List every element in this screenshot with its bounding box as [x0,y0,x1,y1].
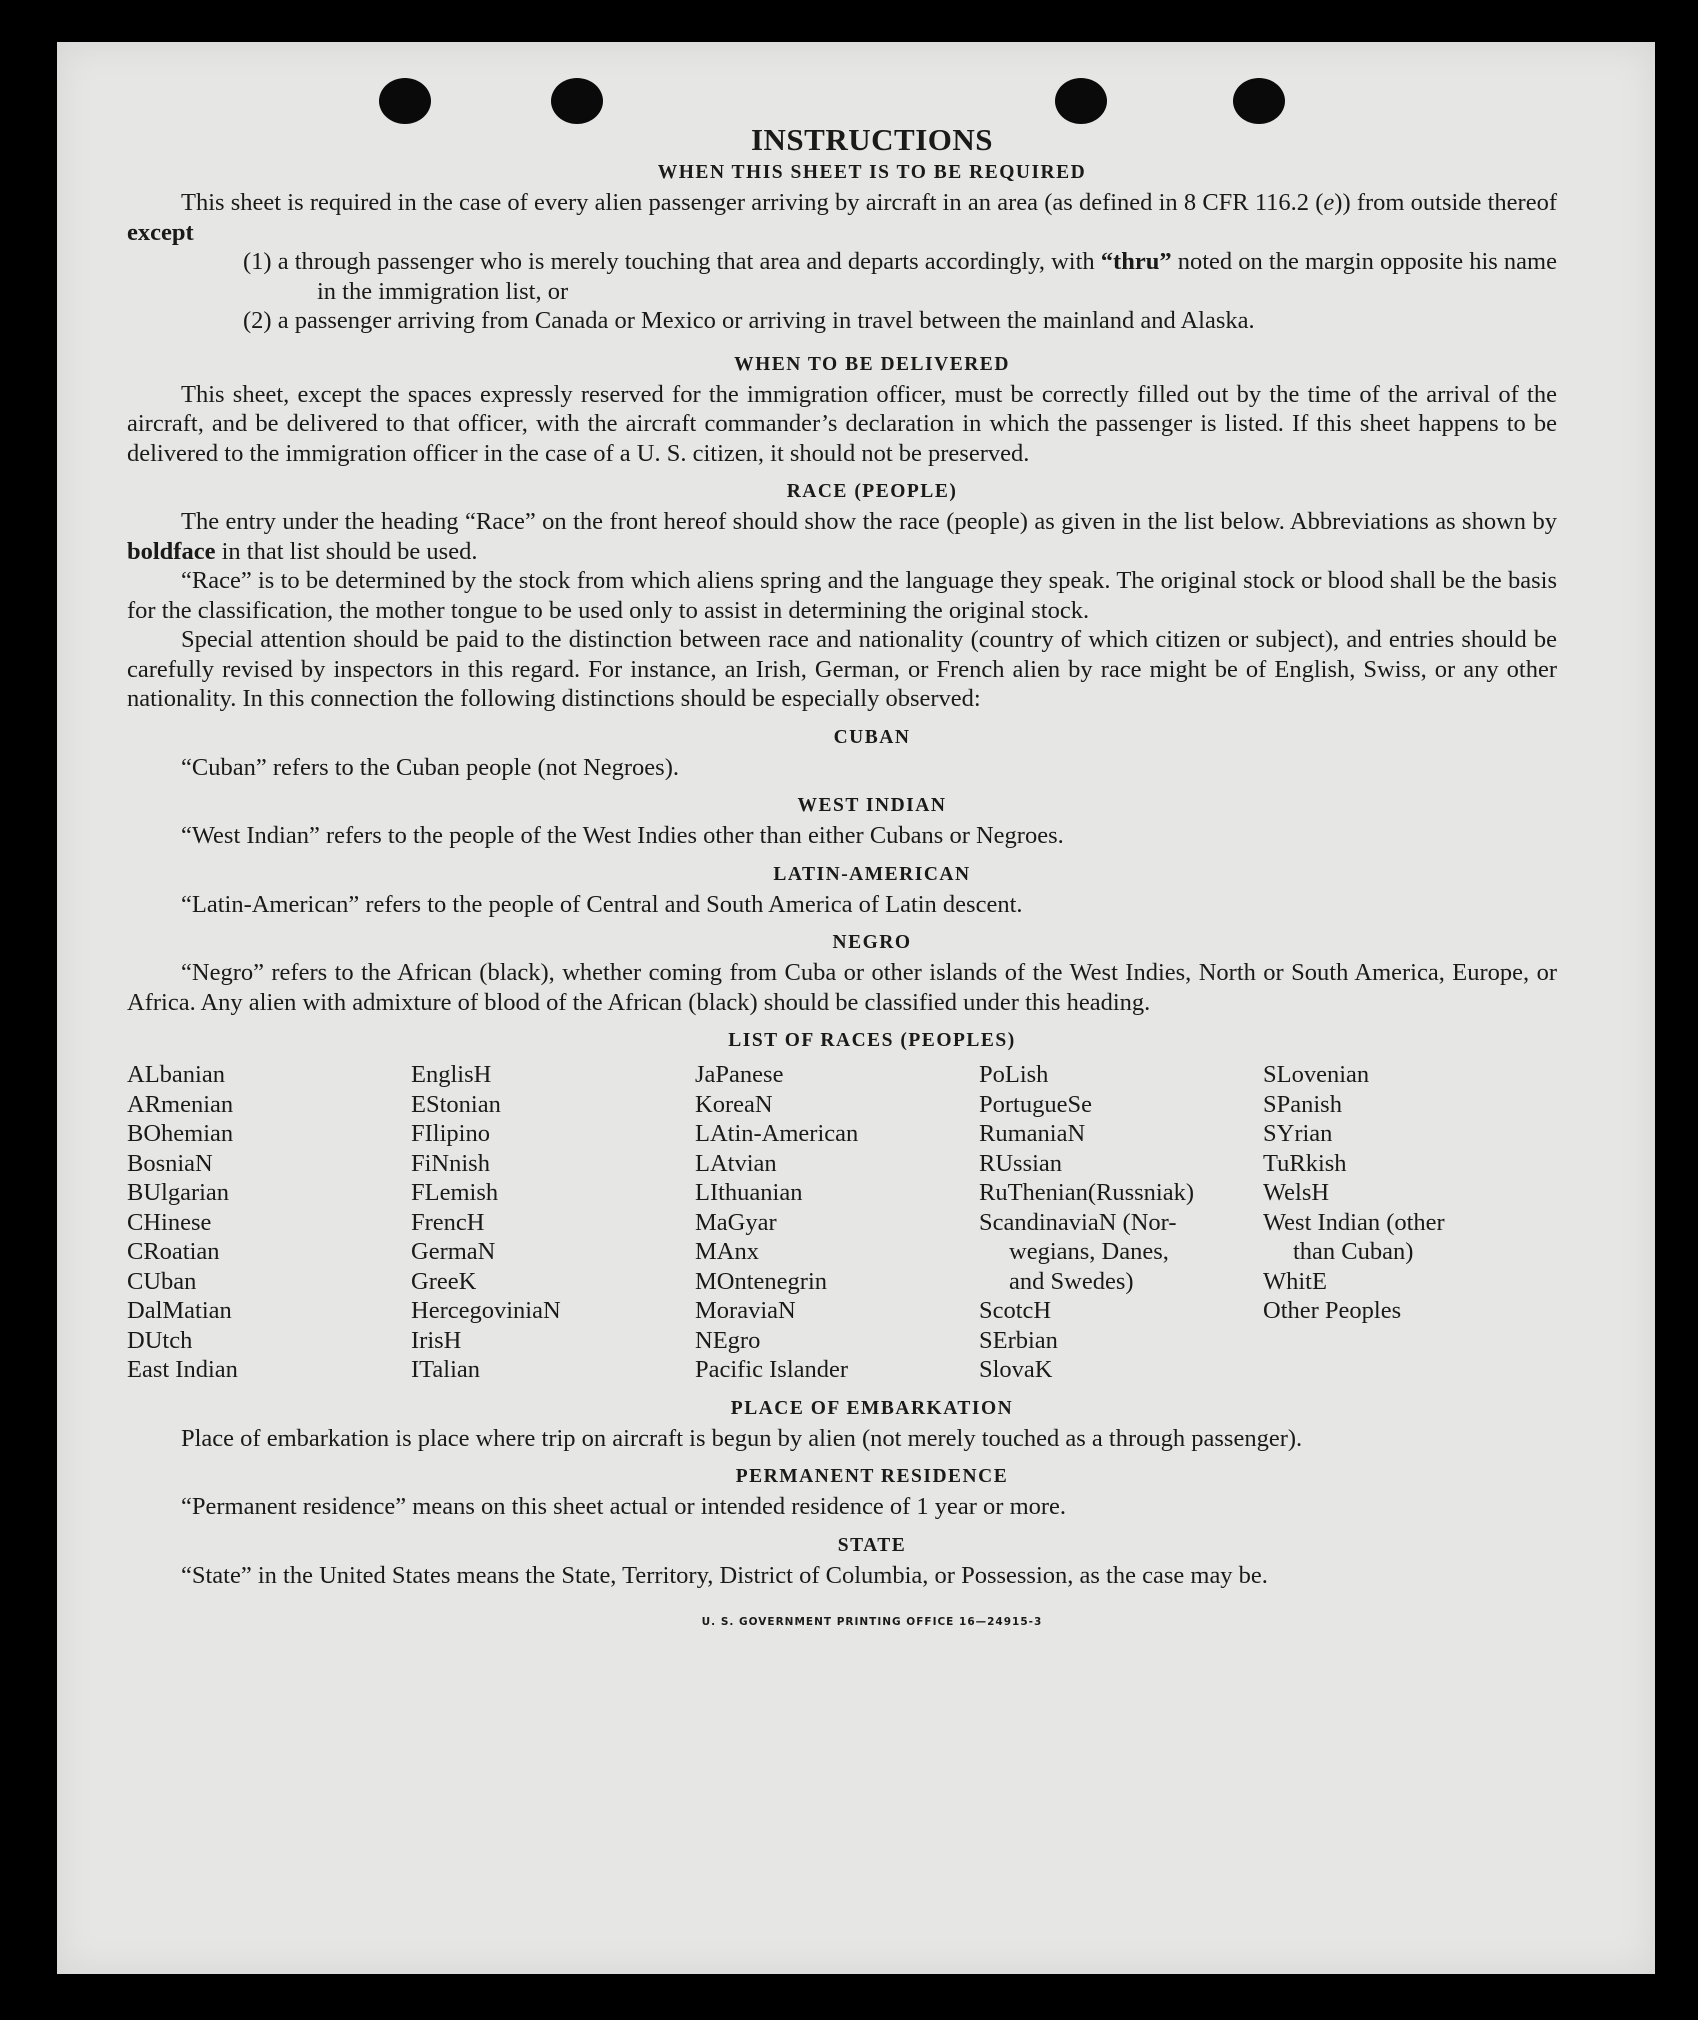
heading-negro: NEGRO [832,932,912,953]
heading-list-of-races: LIST OF RACES (PEOPLES) [728,1030,1016,1051]
heading-west-indian: WEST INDIAN [797,795,947,816]
race-item: GermaN [411,1238,496,1265]
races-column-1 [127,1060,411,1385]
race-item: ITalian [411,1356,481,1383]
state-text: “State” in the United States means the State, Territory, District of Columbia, or Possession, as the case may be. [181,1561,1268,1589]
race-item: CHinese [127,1208,212,1236]
race-item: East Indian [127,1356,238,1383]
residence-text: “Permanent residence” means on this sheet actual or intended residence of 1 year or more. [181,1493,1067,1520]
race-item: HercegoviniaN [411,1297,561,1324]
race-item: PoLish [979,1061,1049,1088]
race-item: TuRkish [1263,1149,1347,1177]
race-item: FIlipino [411,1120,490,1147]
punch-hole [1233,78,1285,124]
race-item: SLovenian [1263,1061,1370,1088]
race-item: CRoatian [127,1238,220,1265]
race-item: SYrian [1263,1120,1333,1147]
race-item: DalMatian [127,1297,232,1324]
race-item: JaPanese [695,1061,784,1088]
race-item: RUssian [979,1149,1063,1177]
race-item: FiNnish [411,1149,490,1177]
race-item: PortugueSe [979,1090,1092,1118]
race-item: MAnx [695,1238,759,1265]
race-item: DUtch [127,1326,193,1354]
when-required-intro: This sheet is required in the case of every alien passenger arriving by aircraft in an area (as defined in 8 CFR 116.2 (e)) from outside thereof except [127,189,1557,246]
race-item: EnglisH [411,1061,492,1088]
races-column-5 [1263,1060,1543,1385]
race-item: Pacific Islander [695,1356,849,1383]
race-item: ARmenian [127,1090,234,1118]
race-item: ALbanian [127,1061,225,1088]
negro-text: “Negro” refers to the African (black), whether coming from Cuba or other islands of the West Indies, North or South America, Europe, or Africa. Any alien with admixture of blood of the African (black) should be classified under this heading. [127,959,1557,1016]
race-item: SPanish [1263,1090,1342,1118]
when-delivered-text: This sheet, except the spaces expressly reserved for the immigration officer, must be correctly filled out by the time of the arrival of the aircraft, and be delivered to that officer, with the aircraft commander’s declaration in which the passenger is listed. If this sheet happens to be delivered to the immigration officer in the case of a U. S. citizen, it should not be preserved. [127,380,1557,467]
race-item: SlovaK [979,1356,1053,1383]
races-list [127,1060,1557,1385]
punch-hole [1055,78,1107,124]
race-item: wegians, Danes, [1009,1238,1169,1265]
race-item: BUlgarian [127,1179,230,1206]
race-item: BosniaN [127,1149,213,1177]
race-item: and Swedes) [1009,1267,1134,1295]
heading-when-required: WHEN THIS SHEET IS TO BE REQUIRED [657,162,1087,183]
cuban-text: “Cuban” refers to the Cuban people (not Negroes). [181,753,679,781]
race-item: IrisH [411,1326,462,1354]
race-item: FrencH [411,1208,485,1236]
race-item: LIthuanian [695,1179,803,1206]
when-required-item-1: (1) a through passenger who is merely touching that area and departs accordingly, with “thru” noted on the margin opposite his name in the immigration list, or [243,248,1557,305]
when-required-item-2: (2) a passenger arriving from Canada or Mexico or arriving in travel between the mainland and Alaska. [243,307,1255,334]
heading-state: STATE [837,1534,907,1556]
race-item: than Cuban) [1293,1238,1414,1265]
race-item: ScandinaviaN (Nor- [979,1208,1177,1236]
heading-cuban: CUBAN [833,726,911,748]
races-column-4 [979,1060,1263,1385]
race-item: RuThenian(Russniak) [979,1179,1195,1206]
heading-race: RACE (PEOPLE) [786,481,958,502]
race-item: KoreaN [695,1090,773,1118]
page-title: INSTRUCTIONS [750,122,993,157]
race-item: ScotcH [979,1297,1052,1324]
race-item: SErbian [979,1326,1058,1354]
race-paragraph-1: The entry under the heading “Race” on the front hereof should show the race (people) as given in the list below. Abbreviations as shown by boldface in that list should be used. [127,508,1557,565]
latin-american-text: “Latin-American” refers to the people of Central and South America of Latin descent. [181,890,1023,918]
race-item: BOhemian [127,1120,234,1147]
race-item: NEgro [695,1326,761,1354]
punch-hole [379,78,431,124]
race-item: Other Peoples [1263,1297,1402,1324]
race-item: GreeK [411,1267,477,1295]
race-item: FLemish [411,1179,499,1206]
instructions-body [127,122,1557,1638]
race-item: LAtin-American [695,1120,859,1147]
document-sheet [57,42,1655,1974]
heading-permanent-residence: PERMANENT RESIDENCE [735,1466,1009,1487]
races-column-2 [411,1060,695,1385]
race-item: EStonian [411,1090,501,1118]
race-item: WelsH [1263,1179,1330,1206]
race-item: MOntenegrin [695,1267,827,1295]
races-column-3 [695,1060,979,1385]
race-item: LAtvian [695,1149,777,1177]
race-item: RumaniaN [979,1120,1086,1147]
embarkation-text: Place of embarkation is place where trip on aircraft is begun by alien (not merely touched as a through passenger). [181,1424,1303,1452]
race-item: MoraviaN [695,1297,796,1324]
race-item: WhitE [1263,1267,1327,1295]
west-indian-text: “West Indian” refers to the people of the West Indies other than either Cubans or Negroes. [181,822,1064,849]
race-item: West Indian (other [1263,1208,1445,1236]
printer-imprint: U. S. GOVERNMENT PRINTING OFFICE 16—24915-3 [701,1616,1043,1628]
heading-place-of-embarkation: PLACE OF EMBARKATION [730,1397,1014,1419]
punch-hole [551,78,603,124]
race-paragraph-3: Special attention should be paid to the distinction between race and nationality (country of which citizen or subject), and entries should be carefully revised by inspectors in this regard. For instance, an Irish, German, or French alien by race might be of English, Swiss, or any other nationality. In this connection the following distinctions should be especially observed: [127,626,1557,712]
race-item: MaGyar [695,1208,777,1236]
heading-latin-american: LATIN-AMERICAN [773,863,971,885]
heading-when-delivered: WHEN TO BE DELIVERED [734,353,1010,375]
race-item: CUban [127,1267,197,1295]
race-paragraph-2: “Race” is to be determined by the stock from which aliens spring and the language they speak. The original stock or blood shall be the basis for the classification, the mother tongue to be used only to assist in determining the original stock. [127,567,1557,624]
